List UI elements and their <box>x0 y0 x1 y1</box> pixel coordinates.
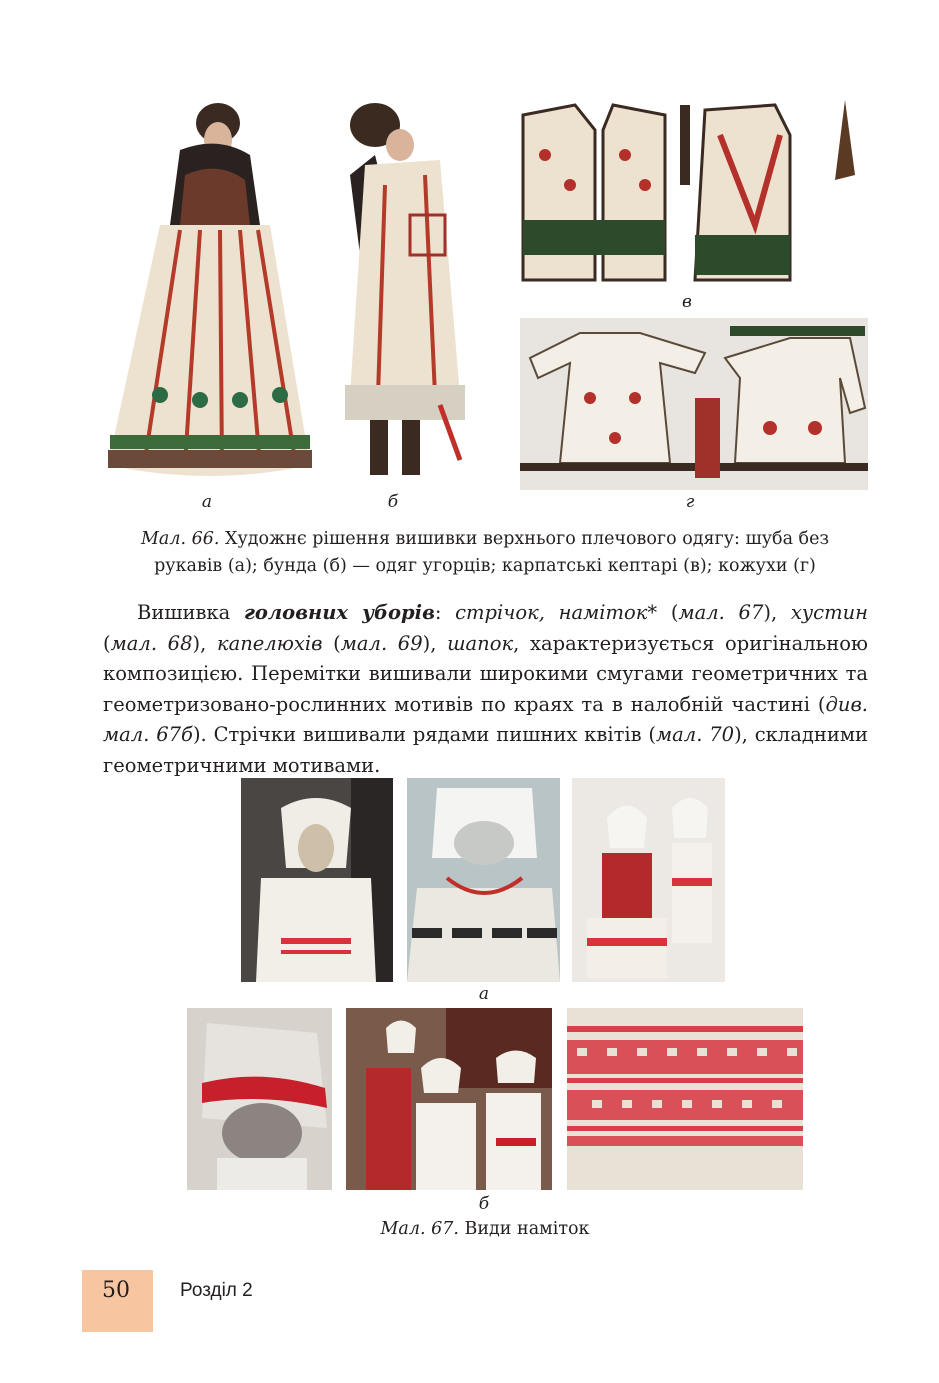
figure-66g-letter: г <box>685 492 695 512</box>
body-figure-ref: мал. 70 <box>656 723 735 746</box>
figure-67-caption-text: Види наміток <box>458 1219 590 1239</box>
body-italic-run: шапок <box>447 631 514 655</box>
body-text-run: ), <box>192 631 217 655</box>
figure-66-caption <box>100 526 870 580</box>
figure-66a-letter: а <box>201 492 213 512</box>
figure-66v-letter: в <box>682 292 692 312</box>
body-paragraph <box>103 598 868 781</box>
body-figure-ref: мал. 67 <box>678 601 764 624</box>
page-number: 50 <box>102 1278 130 1303</box>
figure-66-caption-label: Мал. 66. <box>140 529 220 549</box>
body-italic-run: стрічок, наміток <box>455 601 648 624</box>
figure-66-caption-text-1: Художнє рішення вишивки верхнього плечового одягу: шуба без <box>219 529 829 549</box>
body-text-run: : <box>434 601 456 624</box>
body-emphasis: головних уборів <box>243 601 435 624</box>
figure-66v-image <box>515 95 870 290</box>
figure-66g-image <box>520 318 868 490</box>
figure-67a-photo-1 <box>241 778 393 982</box>
body-text-run: * ( <box>647 601 679 624</box>
body-italic-run: хустин <box>790 601 868 624</box>
figure-67a-letter: а <box>478 984 490 1004</box>
figure-67a-photo-3 <box>572 778 725 982</box>
body-text-run: Вишивка <box>137 601 244 624</box>
figure-67b-photo-1 <box>187 1008 332 1190</box>
body-figure-ref: мал. 69 <box>340 631 423 655</box>
figure-67b-photo-3 <box>567 1008 803 1190</box>
figure-66b-image <box>330 95 480 485</box>
figure-67b-letter: б <box>478 1194 490 1214</box>
body-text-run: ( <box>103 631 111 655</box>
body-text-run: ), складними геометричними мотивами. <box>103 723 868 777</box>
figure-66a-image <box>100 95 315 490</box>
body-text-run: , характеризується оригінальною композицією. Перемітки вишивали широкими смугами геометричних та геометризовано-рослинних мотивів по краях та в налобній частині ( <box>103 631 869 716</box>
body-text-run: ( <box>322 631 341 655</box>
body-text-run: ), <box>422 631 448 655</box>
body-figure-ref: мал. 68 <box>110 631 193 655</box>
figure-67-caption <box>100 1216 870 1243</box>
figure-66-caption-line-2: рукавів (а); бунда (б) — одяг угорців; карпатські кептарі (в); кожухи (г) <box>154 556 816 576</box>
figure-67a-photo-2 <box>407 778 560 982</box>
figure-67-caption-label: Мал. 67. <box>380 1219 459 1239</box>
body-italic-run: капелюхів <box>216 631 323 655</box>
figure-66-caption-line-1 <box>100 526 870 553</box>
figure-67b-photo-2 <box>346 1008 552 1190</box>
section-label: Розділ 2 <box>180 1280 253 1301</box>
body-text-run: ), <box>763 601 791 624</box>
body-figure-ref: див. мал. 67б <box>103 692 868 746</box>
figure-66b-letter: б <box>387 492 399 512</box>
body-text-run: ). Стрічки вишивали рядами пишних квітів ( <box>192 723 657 746</box>
